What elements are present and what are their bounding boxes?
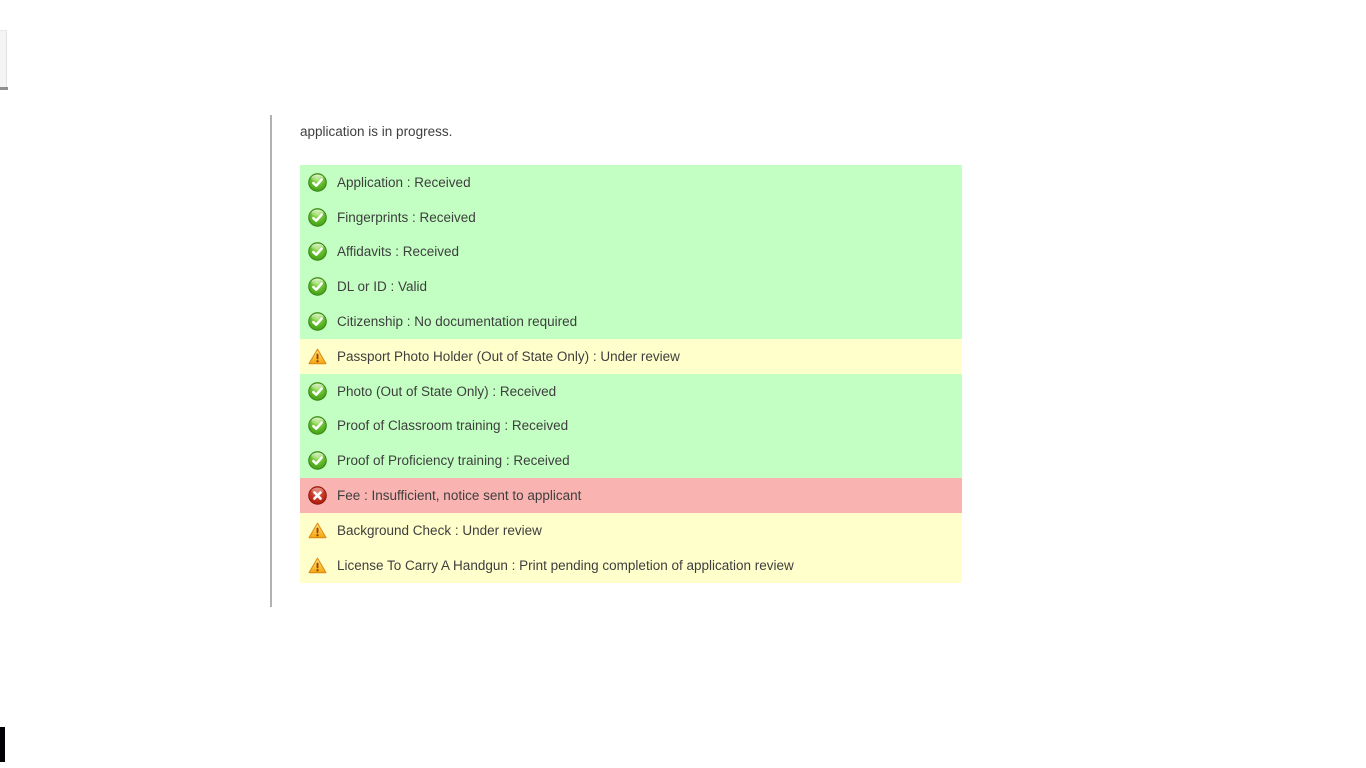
check-circle-icon <box>307 451 327 471</box>
checklist-row-7 <box>300 374 962 409</box>
checklist-row-8 <box>300 409 962 444</box>
checklist-row-1 <box>300 165 962 200</box>
checklist-row-text: Fingerprints : Received <box>337 209 476 225</box>
error-circle-icon <box>307 486 327 506</box>
checklist-row-text: Background Check : Under review <box>337 522 542 538</box>
checklist-row-10 <box>300 478 962 513</box>
check-circle-icon <box>307 416 327 436</box>
warning-triangle-icon <box>307 555 327 575</box>
check-circle-icon <box>307 312 327 332</box>
checklist-row-5 <box>300 304 962 339</box>
checklist-row-9 <box>300 443 962 478</box>
bottom-left-black-bar <box>0 727 5 762</box>
checklist-row-4 <box>300 269 962 304</box>
check-circle-icon <box>307 381 327 401</box>
checklist-row-text: Affidavits : Received <box>337 244 460 260</box>
content-left-divider <box>270 115 272 607</box>
left-edge-dash <box>0 87 8 90</box>
warning-triangle-icon <box>307 346 327 366</box>
check-circle-icon <box>307 207 327 227</box>
checklist-row-text: Proof of Classroom training : Received <box>337 418 569 434</box>
checklist-row-text: DL or ID : Valid <box>337 279 428 295</box>
check-circle-icon <box>307 172 327 192</box>
left-edge-panel-fragment <box>0 30 7 88</box>
intro-text: application is in progress. <box>300 124 453 139</box>
checklist-row-text: Photo (Out of State Only) : Received <box>337 383 557 399</box>
checklist-row-6 <box>300 339 962 374</box>
checklist-row-text: Application : Received <box>337 174 471 190</box>
checklist-row-text: Proof of Proficiency training : Received <box>337 453 570 469</box>
checklist-row-text: Passport Photo Holder (Out of State Only) : Under review <box>337 348 680 364</box>
checklist-row-text: License To Carry A Handgun : Print pending completion of application review <box>337 557 794 573</box>
checklist-row-text: Fee : Insufficient, notice sent to applicant <box>337 488 582 504</box>
checklist-row-3 <box>300 235 962 270</box>
application-status-checklist <box>300 165 962 583</box>
checklist-row-2 <box>300 200 962 235</box>
checklist-row-11 <box>300 513 962 548</box>
check-circle-icon <box>307 277 327 297</box>
checklist-row-12 <box>300 548 962 583</box>
warning-triangle-icon <box>307 520 327 540</box>
checklist-row-text: Citizenship : No documentation required <box>337 314 578 330</box>
check-circle-icon <box>307 242 327 262</box>
